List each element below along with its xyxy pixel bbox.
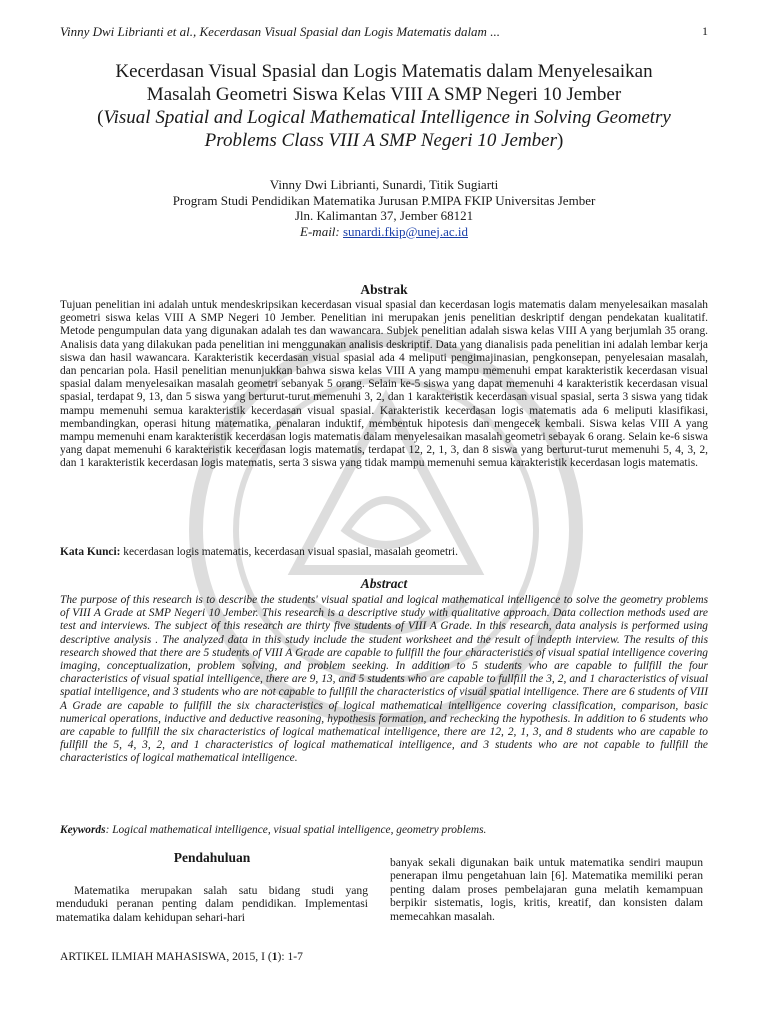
title-en-line1 [50, 106, 718, 129]
intro-left-text: Matematika merupakan salah satu bidang studi yang menduduki peranan penting dalam pendidikan. Implementasi matematika dalam kehidupan sehari-hari [56, 884, 368, 924]
keywords-label: Keywords [60, 824, 106, 836]
author-email-line [60, 224, 708, 240]
email-label: E-mail: [300, 223, 340, 239]
running-header-title: Vinny Dwi Librianti et al., Kecerdasan Visual Spasial dan Logis Matematis dalam ... [60, 24, 500, 39]
title-en-line2-text: Problems Class VIII A SMP Negeri 10 Jember [204, 130, 557, 151]
kata-kunci [60, 546, 708, 558]
title-id-line2: Masalah Geometri Siswa Kelas VIII A SMP Negeri 10 Jember [146, 84, 622, 105]
abstract-heading: Abstract [360, 576, 408, 591]
title-en-line1-text: Visual Spatial and Logical Mathematical Intelligence in Solving Geometry [103, 107, 671, 128]
author-block [60, 177, 708, 239]
running-header [60, 24, 708, 40]
abstract-body: The purpose of this research is to describe the students' visual spatial and logical mathematical intelligence to solve the geometry problems of VIII A Grade at SMP Negeri 10 Jember. This research is a descriptive study with qualitative approach. Data collection methods used are test and interviews. The subject of this research are thirty five students of VIII A Grade. In this research, data analysis is performed using descriptive analysis . The analyzed data in this study include the student worksheet and the result of indepth interview. The results of this research showed that there are 5 students of VIII A Grade are capable to fullfill the four characteristics of visual spatial intelligence covering imaging, conceptualization, problem solving, and problem seeking. In addition to 5 students who are capable to fullfill the four characteristics of visual spatial intelligence, there are 9, 13, and 5 students who are capable to fullfill the 3, 2, and 1 characteristics of visual spatial intelligence, and 3 students who are not capable to fullfill the characteristics of visual spatial intelligence. There are 6 students of VIII A Grade are capable to fullfill the six characteristics of logical mathematical intelligence covering classification, comparison, basic numerical operations, inductive and deductive reasoning, hypothesis formation, and rechecking the hypothesis. In addition to 6 students who are capable to fullfill the six characteristics of logical mathematical intelligence, there are 12, 2, 1, 3, and 8 students who are capable to fullfill the 5, 4, 3, 2, and 1 characteristics of logical mathematical intelligence, and 3 students who are not capable to fullfill the characteristics of logical mathematical intelligence. [60, 594, 708, 765]
footer-suffix: ): 1-7 [277, 950, 303, 963]
kata-kunci-label: Kata Kunci: [60, 546, 121, 558]
footer-issue: 1 [271, 950, 278, 963]
title-en-open-paren: ( [97, 107, 104, 128]
kata-kunci-text: kecerdasan logis matematis, kecerdasan visual spasial, masalah geometri. [123, 546, 458, 558]
intro-heading: Pendahuluan [173, 850, 251, 865]
author-names: Vinny Dwi Librianti, Sunardi, Titik Sugiarti [269, 177, 499, 192]
intro-left-column [56, 850, 368, 924]
intro-right-text: banyak sekali digunakan baik untuk matematika sendiri maupun penerapan ilmu pengetahuan lain [6]. Matematika memiliki peran penting dalam proses pembelajaran guna melatih kemampuan berpikir sistematis, logis, kritis, kreatif, dan konsisten dalam memecahkan masalah. [390, 856, 703, 923]
title-en-close-paren: ) [557, 130, 564, 151]
paper-title [50, 60, 718, 152]
title-id-line1: Kecerdasan Visual Spasial dan Logis Matematis dalam Menyelesaikan [115, 61, 653, 82]
title-en-line2 [50, 129, 718, 152]
keywords-text: : Logical mathematical intelligence, visual spatial intelligence, geometry problems. [105, 824, 487, 836]
page-number: 1 [702, 24, 708, 38]
abstrak-heading: Abstrak [360, 282, 408, 297]
intro-right-column [390, 856, 703, 923]
email-link[interactable]: sunardi.fkip@unej.ac.id [343, 223, 468, 239]
footer-prefix: ARTIKEL ILMIAH MAHASISWA, 2015, I ( [60, 950, 272, 963]
keywords [60, 824, 708, 836]
author-affiliation: Program Studi Pendidikan Matematika Jurusan P.MIPA FKIP Universitas Jember [172, 192, 596, 208]
journal-footer [60, 950, 303, 963]
author-address: Jln. Kalimantan 37, Jember 68121 [294, 208, 474, 223]
abstrak-body: Tujuan penelitian ini adalah untuk mendeskripsikan kecerdasan visual spasial dan kecerdasan logis matematis dalam menyelesaikan masalah geometri siswa kelas VIII A SMP Negeri 10 Jember. Penelitian ini merupakan jenis penelitian deskriptif dengan pendekatan kualitatif. Metode pengumpulan data yang digunakan adalah tes dan wawancara. Subjek penelitian adalah siswa kelas VIII A yang berjumlah 35 orang. Analisis data yang dilakukan pada penelitian ini menggunakan analisis deskriptif. Data yang dianalisis pada penelitian ini adalah lembar kerja siswa dan hasil wawancara. Karakteristik kecerdasan visual spasial ada 4 meliputi pengimajinasian, pengkonsepan, penyelesaian masalah, dan pencarian pola. Hasil penelitian menunjukkan bahwa siswa kelas VIII A yang mampu memenuhi empat karakteristik kecerdasan visual spasial dalam menyelesaikan masalah geometri sebanyak 5 orang. Selain ke-5 siswa yang dapat memenuhi 4 karakteristik kecerdasan visual spasial, terdapat 9, 13, dan 5 siswa yang berturut-turut memenuhi 3, 2, dan 1 karakteristik kecerdasan visual spasial, serta 3 siswa yang tidak mampu memenuhi semua karakteristik kecerdasan visual spasial. Karakteristik kecerdasan logis matematis ada 6 meliputi klasifikasi, membandingkan, operasi hitung matematika, penalaran induktif, membentuk hipotesis dan mengecek kembali. Siswa kelas VIII A yang mampu memenuhi enam karakteristik kecerdasan logis matematis dalam menyelesaikan masalah geometri sebayak 6 orang. Selain ke-6 siswa yang dapat memenuhi 6 karakteristik kecerdasan logis matematis, terdapat 12, 2, 1, 3, dan 8 siswa yang berturut-turut memenuhi 5, 4, 3, 2, dan 1 karakteristik kecerdasan logis matematis, serta 3 siswa yang tidak mampu memenuhi semua karakteristik kecerdasan logis matematis. [60, 299, 708, 470]
